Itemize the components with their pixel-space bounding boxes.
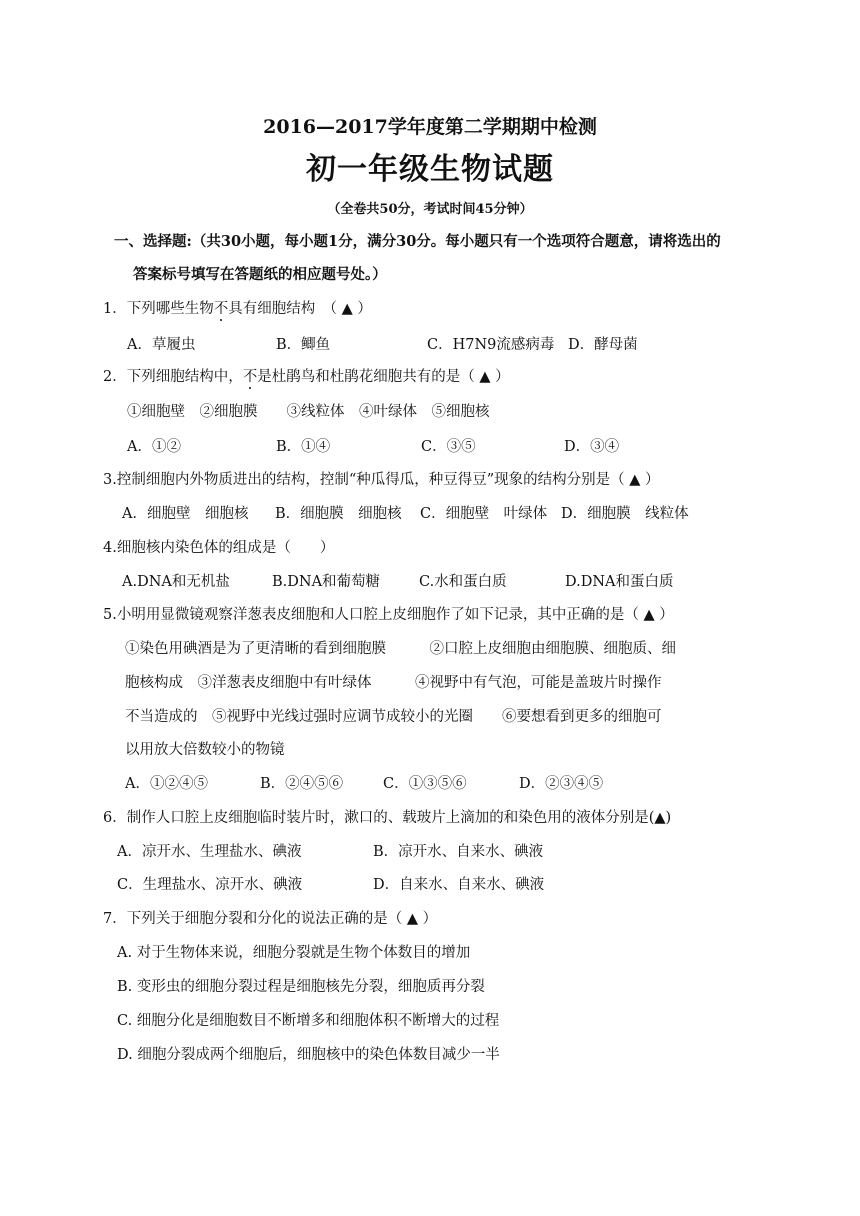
q2-items: ①细胞壁 ②细胞膜 ③线粒体 ④叶绿体 ⑤细胞核 (127, 404, 490, 420)
q1-option-d: D．酵母菌 (568, 337, 638, 353)
q1-option-c: C．H7N9流感病毒 (427, 337, 555, 353)
q1-option-b: B．鲫鱼 (276, 337, 331, 353)
q1-option-a: A．草履虫 (127, 337, 196, 353)
q7-option-a: A. 对于生物体来说，细胞分裂就是生物个体数目的增加 (117, 945, 471, 961)
question-5: 5.小明用显微镜观察洋葱表皮细胞和人口腔上皮细胞作了如下记录，其中正确的是（ ▲ ） (103, 607, 674, 623)
q7-option-d: D. 细胞分裂成两个细胞后，细胞核中的染色体数目减少一半 (117, 1047, 500, 1063)
q5-option-c: C．①③⑤⑥ (383, 776, 467, 792)
q5-statement-line: 以用放大倍数较小的物镜 (125, 742, 285, 758)
q5-statement-line: ①染色用碘酒是为了更清晰的看到细胞膜 ②口腔上皮细胞由细胞膜、细胞质、细 (125, 641, 676, 657)
q2-option-b: B．①④ (276, 439, 331, 455)
q5-option-b: B．②④⑤⑥ (260, 776, 344, 792)
q5-statement-line: 胞核构成 ③洋葱表皮细胞中有叶绿体 ④视野中有气泡，可能是盖玻片时操作 (125, 675, 662, 691)
section-instruction: 一、选择题:（共30小题，每小题1分，满分30分。每小题只有一个选项符合题意，请将选出的 (114, 233, 721, 250)
q3-option-a: A．细胞壁 细胞核 (122, 506, 249, 522)
q7-option-b: B. 变形虫的细胞分裂过程是细胞核先分裂，细胞质再分裂 (117, 979, 485, 995)
question-6: 6．制作人口腔上皮细胞临时装片时，漱口的、载玻片上滴加的和染色用的液体分别是(▲) (103, 810, 672, 826)
q2-option-d: D．③④ (564, 439, 620, 455)
question-4: 4.细胞核内染色体的组成是（ ） (103, 540, 335, 556)
q2-option-c: C．③⑤ (421, 439, 476, 455)
section-instruction-cont: 答案标号填写在答题纸的相应题号处。） (133, 266, 387, 283)
q6-option-b: B．凉开水、自来水、碘液 (373, 844, 544, 860)
q3-option-c: C．细胞壁 叶绿体 (420, 506, 548, 522)
q4-option-c: C.水和蛋白质 (419, 574, 507, 590)
q6-option-d: D．自来水、自来水、碘液 (373, 877, 545, 893)
question-2: 2．下列细胞结构中，不是杜鹃鸟和杜鹃花细胞共有的是（ ▲ ） (103, 369, 510, 385)
emphasis-dot: 不 (242, 369, 258, 385)
q4-option-d: D.DNA和蛋白质 (565, 574, 674, 590)
q3-option-d: D．细胞膜 线粒体 (561, 506, 689, 522)
question-1: 1．下列哪些生物不具有细胞结构 （ ▲ ） (103, 301, 372, 317)
q2-option-a: A．①② (127, 439, 181, 455)
q4-option-a: A.DNA和无机盐 (122, 574, 230, 590)
q7-option-c: C. 细胞分化是细胞数目不断增多和细胞体积不断增大的过程 (117, 1013, 500, 1029)
emphasis-dot: 不 (213, 301, 229, 317)
q5-statement-line: 不当造成的 ⑤视野中光线过强时应调节成较小的光圈 ⑥要想看到更多的细胞可 (125, 709, 662, 725)
q6-option-a: A．凉开水、生理盐水、碘液 (117, 844, 302, 860)
q5-option-a: A．①②④⑤ (125, 776, 208, 792)
q5-option-d: D．②③④⑤ (519, 776, 604, 792)
exam-title-subject: 初一年级生物试题 (306, 152, 554, 187)
exam-title-term: 2016—2017学年度第二学期期中检测 (263, 116, 597, 138)
question-3: 3.控制细胞内外物质进出的结构，控制“种瓜得瓜，种豆得豆”现象的结构分别是（ ▲ ） (103, 472, 660, 488)
exam-subtitle: （全卷共50分，考试时间45分钟） (327, 202, 533, 217)
q6-option-c: C．生理盐水、凉开水、碘液 (117, 877, 303, 893)
q3-option-b: B．细胞膜 细胞核 (275, 506, 402, 522)
question-7: 7．下列关于细胞分裂和分化的说法正确的是（ ▲ ） (103, 911, 438, 927)
q4-option-b: B.DNA和葡萄糖 (272, 574, 381, 590)
